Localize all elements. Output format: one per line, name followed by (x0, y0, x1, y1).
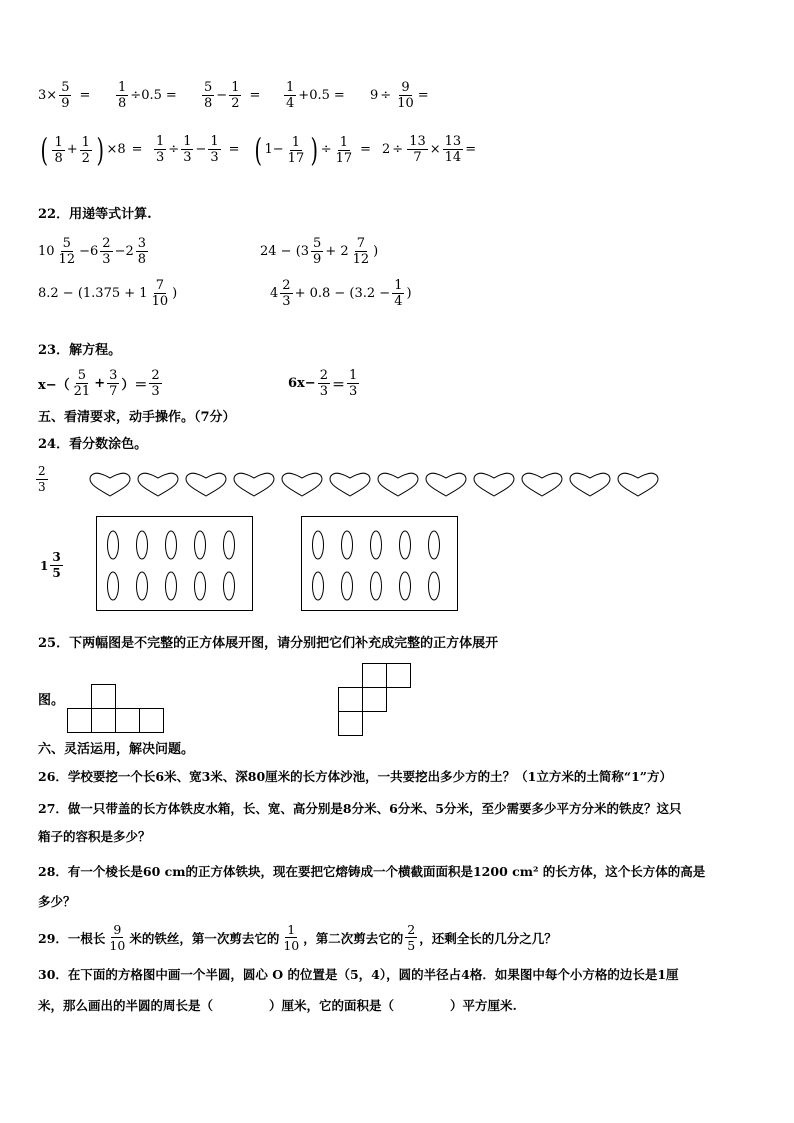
calc-expr-8: ( 1 − $\frac{1}{17}$ ) ÷ $\frac{1}{17}$ = (254, 131, 372, 169)
fraction: $\frac{3}{5}$ (52, 550, 61, 580)
q23-equation-2: 6x− $\frac{2}{3}$ ＝ $\frac{1}{3}$ (288, 368, 358, 399)
q22-title: 22．用递等式计算. (38, 207, 152, 222)
q25-title: 25．下两幅图是不完整的正方体展开图，请分别把它们补充成完整的正方体展开 (38, 636, 499, 651)
q22-expr-1: 10 $\frac{5}{12}$ − 6 $\frac{2}{3}$ − 2 $\frac{3}{8}$ (38, 236, 147, 267)
fraction: $\frac{5}{9}$ (313, 236, 322, 267)
oval-shape[interactable] (108, 531, 119, 559)
fraction: $\frac{1}{2}$ (231, 80, 240, 111)
heart-shape-5[interactable] (282, 473, 322, 496)
fraction: $\frac{3}{7}$ (109, 368, 118, 399)
oval-shape[interactable] (195, 531, 206, 559)
fraction: $\frac{1}{4}$ (394, 278, 403, 309)
oval-shape[interactable] (108, 572, 119, 600)
heart-shape-10[interactable] (522, 473, 562, 496)
oval-shape[interactable] (429, 572, 440, 600)
q24-oval-box-1 (96, 516, 254, 612)
net-square (92, 709, 116, 733)
heart-shape-12[interactable] (618, 473, 658, 496)
fraction: $\frac{1}{3}$ (349, 368, 358, 399)
fraction: $\frac{7}{10}$ (151, 278, 169, 309)
oval-shape[interactable] (195, 572, 206, 600)
q27-text-line-1: 27．做一只带盖的长方体铁皮水箱，长、宽、高分别是8分米、6分米、5分米，至少需要多少平方分米的铁皮？这只 (38, 801, 682, 816)
calc-expr-2: $\frac{1}{8}$ ÷ 0.5 = (118, 80, 177, 111)
calc-expr-7: $\frac{1}{3}$ ÷ $\frac{1}{3}$ − $\frac{1}{3}$ = (156, 134, 240, 165)
fraction: $\frac{9}{10}$ (397, 80, 414, 111)
oval-shape[interactable] (400, 531, 411, 559)
q28-text-line-2: 多少？ (38, 894, 76, 909)
net-square (68, 709, 92, 733)
calc-expr-3: $\frac{5}{8}$ − $\frac{1}{2}$ = (204, 80, 261, 111)
calc-expr-4: $\frac{1}{4}$ + 0.5 = (286, 80, 345, 111)
heart-shape-1[interactable] (90, 473, 130, 496)
calc-expr-5: 9 ÷ $\frac{9}{10}$ = (370, 80, 429, 111)
oval-shape[interactable] (313, 572, 324, 600)
fraction: $\frac{9}{10}$ (109, 922, 126, 953)
q22-expr-4: 4 $\frac{2}{3}$ + 0.8 − (3.2 − $\frac{1}{4}$ ) (270, 278, 412, 309)
fraction: $\frac{1}{17}$ (287, 134, 305, 166)
oval-shape[interactable] (224, 531, 235, 559)
oval-shape[interactable] (342, 572, 353, 600)
q22-expr-3: 8.2 − (1.375 + 1 $\frac{7}{10}$ ) (38, 278, 178, 309)
q24-title: 24．看分数涂色。 (38, 437, 148, 452)
heart-shape-2[interactable] (138, 473, 178, 496)
heart-shape-6[interactable] (330, 473, 370, 496)
oval-shape[interactable] (313, 531, 324, 559)
q23-title: 23．解方程。 (38, 343, 122, 358)
fraction: $\frac{2}{5}$ (407, 922, 416, 953)
q23-equation-1: x−（ $\frac{5}{21}$ + $\frac{3}{7}$ ）＝ $\frac{2}{3}$ (38, 368, 160, 399)
heart-shape-7[interactable] (378, 473, 418, 496)
oval-shape[interactable] (166, 531, 177, 559)
calc-expr-6: ( $\frac{1}{8}$ + $\frac{1}{2}$ ) × 8 = (40, 131, 143, 169)
q24-hearts-row (88, 470, 668, 500)
net-square (339, 712, 363, 736)
oval-shape[interactable] (224, 572, 235, 600)
cube-net-figure-2 (338, 663, 414, 739)
fraction: $\frac{3}{8}$ (137, 236, 147, 267)
section-5-heading: 五、看清要求，动手操作。（7分） (38, 410, 236, 425)
net-square (92, 685, 116, 709)
q26-text: 26．学校要挖一个长6米、宽3米、深80厘米的长方体沙池，一共要挖出多少方的土？（1立方米的土简称“1”方） (38, 769, 672, 784)
q28-text-line-1: 28．有一个棱长是60 cm的正方体铁块，现在要把它熔铸成一个横截面面积是1200 cm² 的长方体，这个长方体的高是 (38, 864, 706, 879)
fraction: $\frac{1}{4}$ (286, 80, 295, 111)
net-square (363, 664, 387, 688)
oval-shape[interactable] (429, 531, 440, 559)
net-square (387, 664, 411, 688)
fraction: $\frac{2}{3}$ (282, 278, 291, 309)
oval-shape[interactable] (400, 572, 411, 600)
fraction: $\frac{1}{10}$ (283, 922, 300, 953)
fraction: $\frac{1}{17}$ (335, 134, 353, 166)
q24-oval-box-2 (301, 516, 459, 612)
q30-text-line-2: 米，那么画出的半圆的周长是（ ）厘米，它的面积是（ ）平方厘米. (38, 998, 517, 1013)
q30-text-line-1: 30．在下面的方格图中画一个半圆，圆心 O 的位置是（5，4），圆的半径占4格．如果图中每个小方格的边长是1厘 (38, 967, 679, 982)
fraction: $\frac{7}{12}$ (352, 236, 370, 267)
net-square (363, 688, 387, 712)
calc-expr-9: 2 ÷ $\frac{13}{7}$ × $\frac{13}{14}$ = (382, 134, 477, 165)
fraction: $\frac{1}{3}$ (156, 134, 165, 165)
fraction: $\frac{5}{21}$ (73, 368, 91, 399)
fraction: $\frac{1}{8}$ (118, 80, 127, 111)
fraction: $\frac{2}{3}$ (319, 368, 328, 399)
q24-fraction-two-thirds: $\frac{2}{3}$ (38, 464, 46, 494)
fraction: $\frac{2}{3}$ (151, 368, 160, 399)
fraction: $\frac{5}{8}$ (204, 80, 213, 111)
heart-shape-11[interactable] (570, 473, 610, 496)
fraction: $\frac{1}{2}$ (81, 134, 90, 166)
oval-shape[interactable] (371, 531, 382, 559)
heart-shape-9[interactable] (474, 473, 514, 496)
q24-fraction-one-and-three-fifths: 1 $\frac{3}{5}$ (40, 550, 61, 580)
fraction: $\frac{1}{3}$ (183, 134, 192, 165)
q22-expr-2: 24 − (3 $\frac{5}{9}$ + 2 $\frac{7}{12}$ ) (260, 236, 379, 267)
heart-shape-4[interactable] (234, 473, 274, 496)
oval-shape[interactable] (137, 531, 148, 559)
net-square (116, 709, 140, 733)
oval-shape[interactable] (166, 572, 177, 600)
oval-shape[interactable] (342, 531, 353, 559)
heart-shape-8[interactable] (426, 473, 466, 496)
q27-text-line-2: 箱子的容积是多少？ (38, 829, 151, 844)
fraction: $\frac{2}{3}$ (102, 236, 111, 267)
fraction: $\frac{13}{7}$ (409, 134, 426, 165)
section-6-heading: 六、灵活运用，解决问题。 (38, 742, 195, 757)
fraction: $\frac{13}{14}$ (444, 134, 462, 165)
calc-expr-1: 3 × $\frac{5}{9}$ = (38, 80, 91, 111)
q25-title-continued: 图。 (38, 693, 65, 708)
heart-shape-3[interactable] (186, 473, 226, 496)
cube-net-figure-1 (67, 684, 167, 736)
net-square (339, 688, 363, 712)
q29-text: 29．一根长 $\frac{9}{10}$ 米的铁丝，第一次剪去它的 $\frac{1}{10}$ ，第二次剪去它的 $\frac{2}{5}$ ，还剩全长的几分之几？ (38, 922, 557, 953)
fraction: $\frac{5}{12}$ (58, 236, 76, 267)
fraction: $\frac{1}{8}$ (54, 134, 63, 166)
net-square (140, 709, 164, 733)
fraction: $\frac{5}{9}$ (61, 80, 70, 111)
oval-shape[interactable] (137, 572, 148, 600)
oval-shape[interactable] (371, 572, 382, 600)
fraction: $\frac{1}{3}$ (210, 134, 219, 165)
